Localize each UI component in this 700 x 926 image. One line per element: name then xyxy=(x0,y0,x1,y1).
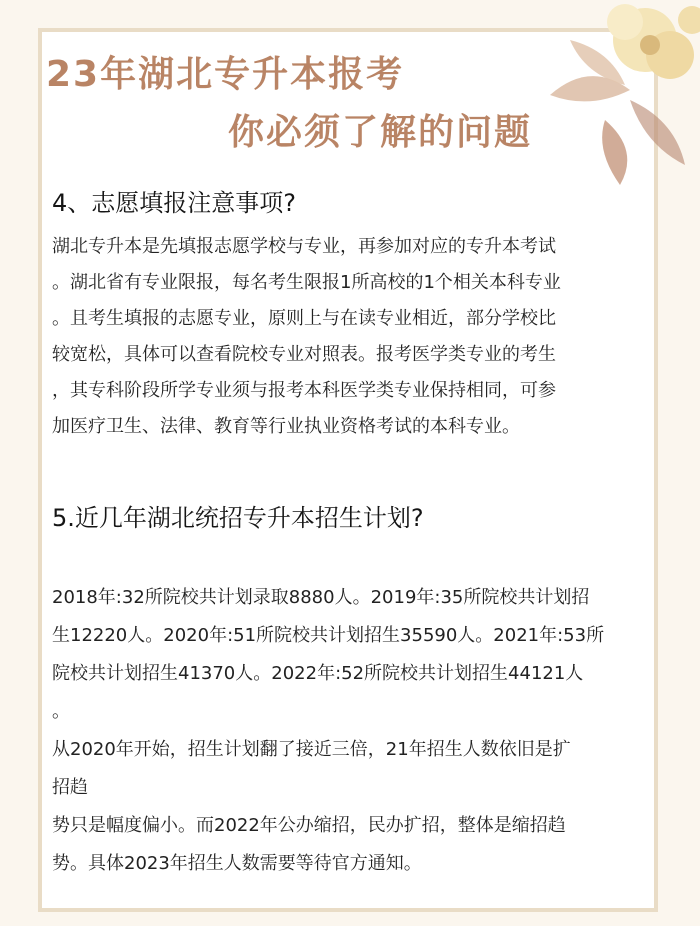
paragraph-line: 从2020年开始，招生计划翻了接近三倍，21年招生人数依旧是扩 xyxy=(52,739,571,760)
paragraph-line: 招趋 xyxy=(52,777,88,798)
paragraph-line: 。且考生填报的志愿专业，原则上与在读专业相近，部分学校比 xyxy=(52,308,556,329)
paragraph-line: 较宽松，具体可以查看院校专业对照表。报考医学类专业的考生 xyxy=(52,344,556,365)
paragraph-line: ，其专科阶段所学专业须与报考本科医学类专业保持相同，可参 xyxy=(52,380,556,401)
section-5-heading: 5.近几年湖北统招专升本招生计划? xyxy=(52,504,424,532)
section-4-heading: 4、志愿填报注意事项? xyxy=(52,189,297,217)
title-line-1: 23年湖北专升本报考 xyxy=(46,54,405,95)
paragraph-line: 加医疗卫生、法律、教育等行业执业资格考试的本科专业。 xyxy=(52,416,520,437)
section-5-paragraph xyxy=(52,579,650,883)
title-line-2: 你必须了解的问题 xyxy=(228,112,533,153)
paragraph-line: 生12220人。2020年:51所院校共计划招生35590人。2021年:53所 xyxy=(52,625,605,646)
section-4-paragraph xyxy=(52,229,650,445)
paragraph-line: 院校共计划招生41370人。2022年:52所院校共计划招生44121人 xyxy=(52,663,584,684)
paragraph-line: 。 xyxy=(52,701,70,722)
paragraph-line: 势只是幅度偏小。而2022年公办缩招，民办扩招，整体是缩招趋 xyxy=(52,815,566,836)
paragraph-line: 势。具体2023年招生人数需要等待官方通知。 xyxy=(52,853,422,874)
flower-bud xyxy=(678,6,700,34)
paragraph-line: 湖北专升本是先填报志愿学校与专业，再参加对应的专升本考试 xyxy=(52,236,556,257)
paragraph-line: 2018年:32所院校共计划录取8880人。2019年:35所院校共计划招 xyxy=(52,587,590,608)
paragraph-line: 。湖北省有专业限报，每名考生限报1所高校的1个相关本科专业 xyxy=(52,272,561,293)
